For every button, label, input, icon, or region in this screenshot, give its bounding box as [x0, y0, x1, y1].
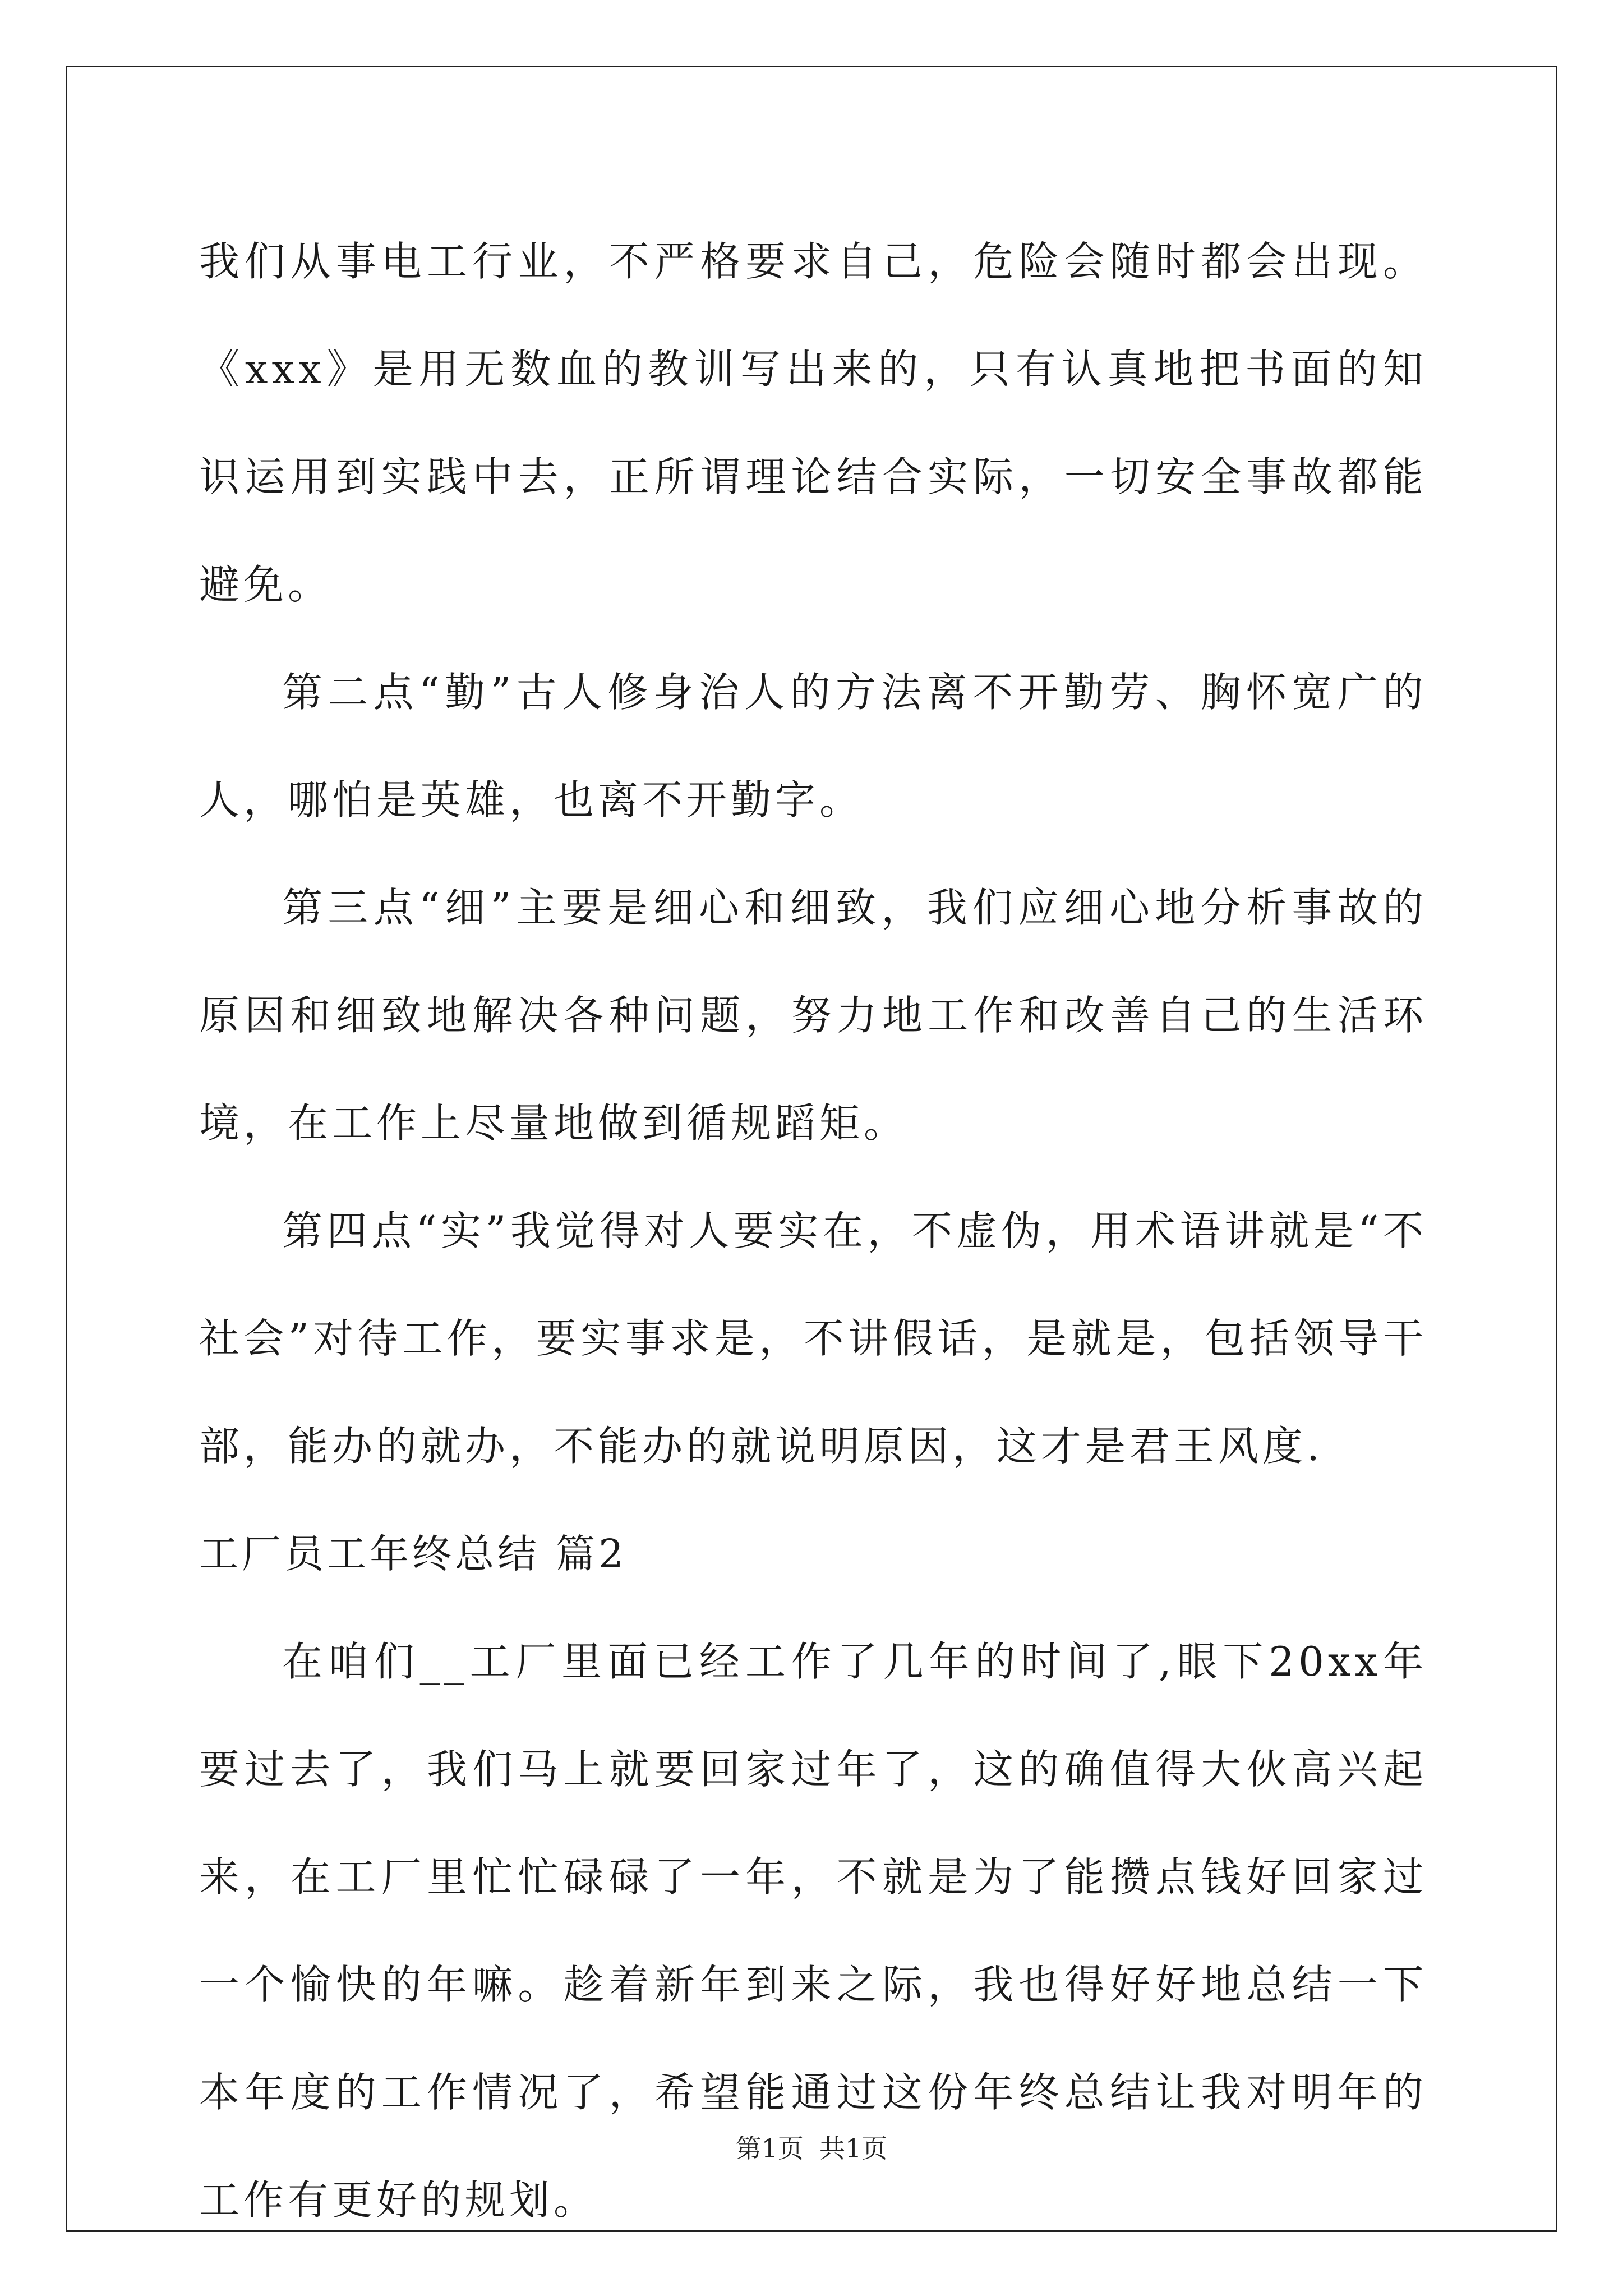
paragraph-3: 第三点“细”主要是细心和细致，我们应细心地分析事故的原因和细致地解决各种问题，努力地工作和改善自己的生活环境，在工作上尽量地做到循规蹈矩。	[199, 884, 1427, 1147]
paragraph-1: 我们从事电工行业，不严格要求自己，危险会随时都会出现。《xxx》是用无数血的教训写出来的，只有认真地把书面的知识运用到实践中去，正所谓理论结合实际，一切安全事故都能避免。	[199, 238, 1427, 608]
paragraph-4: 第四点“实”我觉得对人要实在，不虚伪，用术语讲就是“不社会”对待工作，要实事求是，不讲假话，是就是，包括领导干部，能办的就办，不能办的就说明原因，这才是君王风度.	[199, 1207, 1427, 1470]
paragraph-5: 在咱们__工厂里面已经工作了几年的时间了,眼下20xx年要过去了，我们马上就要回家过年了，这的确值得大伙高兴起来，在工厂里忙忙碌碌了一年，不就是为了能攒点钱好回家过一个愉快的年嘛。趁着新年到来之际，我也得好好地总结一下本年度的工作情况了，希望能通过这份年终总结让我对明年的工作有更好的规划。	[199, 1638, 1427, 2224]
document-body	[199, 208, 1427, 2254]
paragraph-2: 第二点“勤”古人修身治人的方法离不开勤劳、胸怀宽广的人，哪怕是英雄，也离不开勤字。	[199, 669, 1427, 823]
page-total: 共1页	[819, 2133, 888, 2164]
page-number: 第1页	[735, 2133, 804, 2164]
page-footer	[0, 2132, 1623, 2165]
section-heading: 工厂员工年终总结 篇2	[199, 1531, 627, 1577]
